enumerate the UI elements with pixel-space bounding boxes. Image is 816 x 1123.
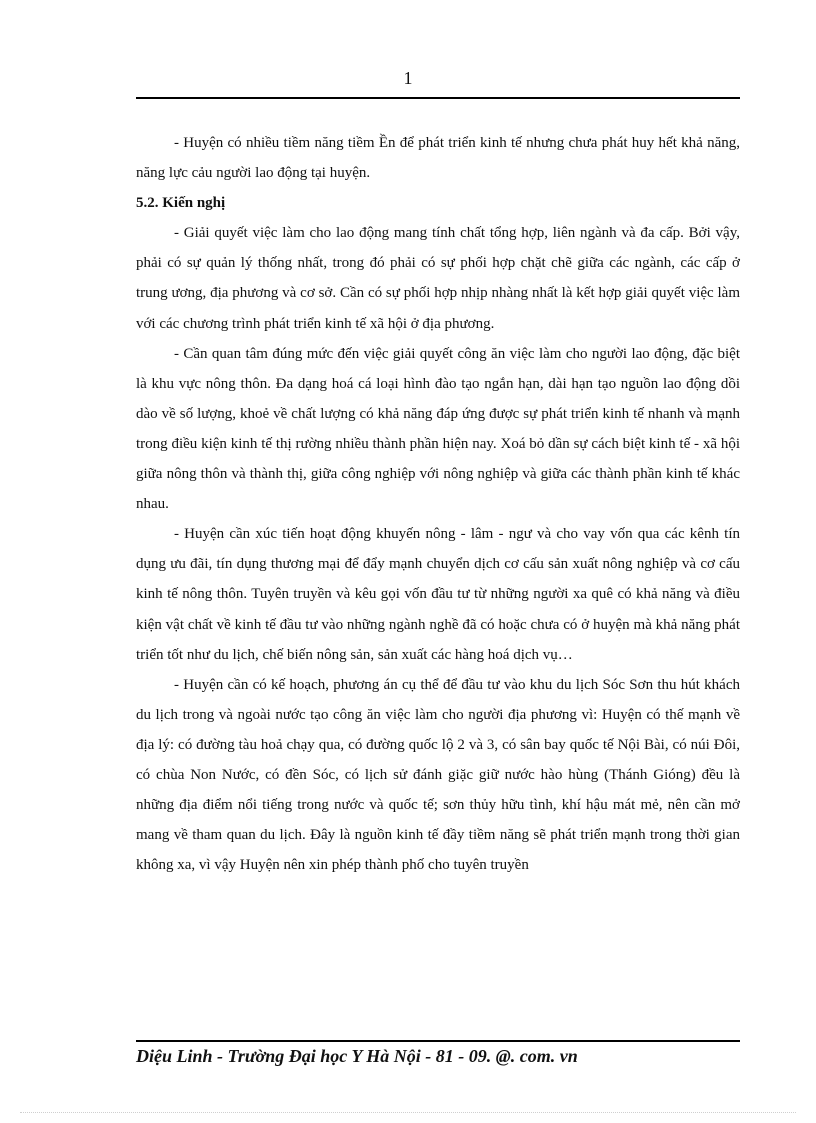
page-footer: Diệu Linh - Trường Đại học Y Hà Nội - 81 - 09. @. com. vn [136, 1046, 578, 1066]
document-body [136, 128, 740, 880]
footer-rule [136, 1040, 740, 1042]
paragraph-tourism: - Huyện cần có kế hoạch, phương án cụ thể để đầu tư vào khu du lịch Sóc Sơn thu hút khách du lịch trong và ngoài nước tạo công ăn việc làm cho người địa phương vì: Huyện có thế mạnh về địa lý: có đường tàu hoả chạy qua, có đường quốc lộ 2 và 3, có sân bay quốc tế Nội Bài, có núi Đôi, có chùa Non Nước, có đền Sóc, có lịch sử đánh giặc giữ nước hào hùng (Thánh Gióng) đều là những địa điểm nổi tiếng trong nước và quốc tế; sơn thủy hữu tình, khí hậu mát mẻ, nên cần mở mang về tham quan du lịch. Đây là nguồn kinh tế đầy tiềm năng sẽ phát triển mạnh trong thời gian không xa, vì vậy Huyện nên xin phép thành phố cho tuyên truyền [136, 676, 740, 874]
page-number: 1 [403, 68, 413, 88]
paragraph-agricultural-credit: - Huyện cần xúc tiến hoạt động khuyến nông - lâm - ngư và cho vay vốn qua các kênh tín dụng ưu đãi, tín dụng thương mại để đẩy mạnh chuyển dịch cơ cấu sản xuất nông nghiệp và cơ cấu kinh tế nông thôn. Tuyên truyền và kêu gọi vốn đầu tư từ những người xa quê có khả năng và điều kiện vật chất về kinh tế đầu tư vào những ngành nghề đã có hoặc chưa có ở huyện mà khả năng phát triển tốt như du lịch, chế biến nông sản, sản xuất các hàng hoá dịch vụ… [136, 526, 740, 663]
page-edge-divider [20, 1112, 796, 1113]
paragraph-potential: - Huyện có nhiều tiềm năng tiềm Ền để phát triển kinh tế nhưng chưa phát huy hết khả năng, năng lực cảu người lao động tại huyện. [136, 135, 740, 182]
paragraph-coordination: - Giải quyết việc làm cho lao động mang tính chất tổng hợp, liên ngành và đa cấp. Bởi vậy, phải có sự quản lý thống nhất, trong đó phải có sự phối hợp chặt chẽ giữa các ngành, các cấp ở trung ương, địa phương và cơ sở. Cần có sự phối hợp nhịp nhàng nhất là kết hợp giải quyết việc làm với các chương trình phát triển kinh tế xã hội ở địa phương. [136, 225, 740, 332]
header-rule [136, 97, 740, 99]
section-heading: 5.2. Kiến nghị [136, 195, 226, 212]
paragraph-rural-employment: - Cần quan tâm đúng mức đến việc giải quyết công ăn việc làm cho người lao động, đặc biệt là khu vực nông thôn. Đa dạng hoá cá loại hình đào tạo ngắn hạn, dài hạn tạo nguồn lao động dồi dào về số lượng, khoẻ về chất lượng có khả năng đáp ứng được sự phát triển kinh tế nhanh và mạnh trong điều kiện kinh tế thị rường nhiều thành phần hiện nay. Xoá bỏ dần sự cách biệt kinh tế - xã hội giữa nông thôn và thành thị, giữa công nghiệp với nông nghiệp và giữa các thành phần kinh tế khác nhau. [136, 345, 740, 513]
